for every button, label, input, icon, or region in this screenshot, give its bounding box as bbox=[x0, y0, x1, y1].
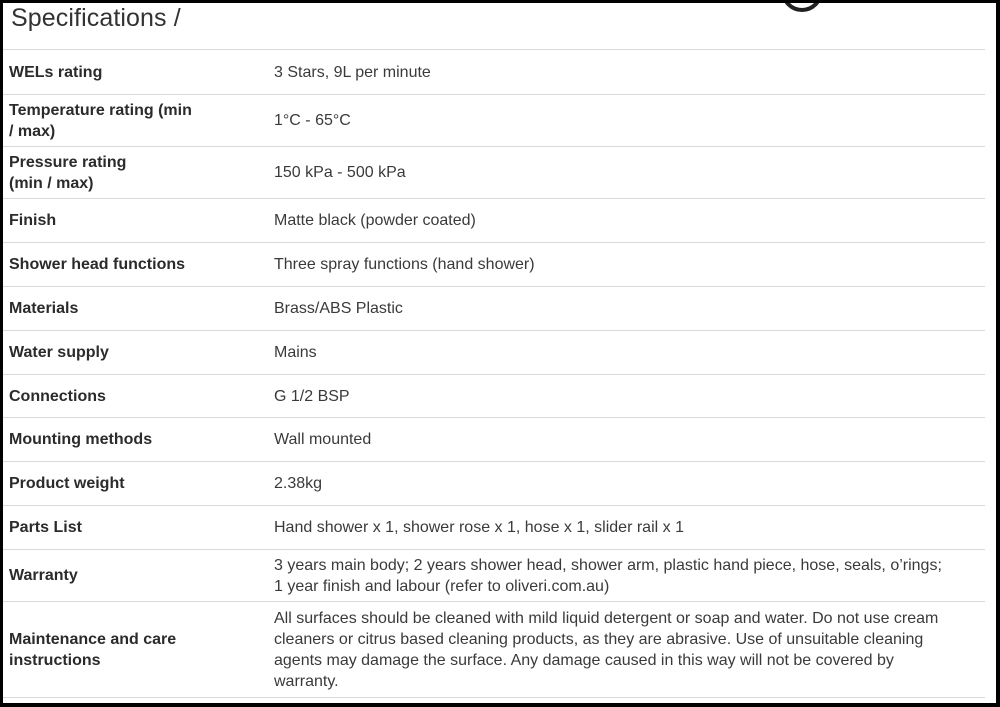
table-row-product-weight bbox=[3, 462, 985, 506]
spec-label: Finish bbox=[9, 212, 57, 229]
spec-label: Connections bbox=[9, 387, 106, 405]
spec-value: Wall mounted bbox=[274, 431, 372, 448]
table-row-temperature-rating bbox=[3, 95, 985, 147]
spec-value: 2.38kg bbox=[274, 475, 323, 492]
table-row-pressure-rating bbox=[3, 147, 985, 199]
spec-value: G 1/2 BSP bbox=[274, 387, 350, 405]
table-row-mounting-methods bbox=[3, 418, 985, 462]
table-row-maintenance bbox=[3, 602, 985, 698]
circle-icon[interactable] bbox=[779, 0, 825, 13]
table-row-warranty bbox=[3, 550, 985, 602]
table-row-wels-rating bbox=[3, 50, 985, 95]
spec-label: Temperature rating (min / max) bbox=[9, 101, 192, 140]
spec-value: Mains bbox=[274, 344, 317, 361]
table-row-materials bbox=[3, 287, 985, 331]
spec-label: Water supply bbox=[9, 344, 109, 361]
spec-label: Warranty bbox=[9, 567, 78, 584]
spec-label: Parts List bbox=[9, 519, 82, 536]
table-row-connections bbox=[3, 375, 985, 418]
page-title: Specifications / bbox=[11, 4, 181, 32]
spec-value: 3 years main body; 2 years shower head, shower arm, plastic hand piece, hose, seals, o’rings; 1 year finish and labour (refer to oliveri.com.au) bbox=[274, 556, 942, 595]
spec-value: 3 Stars, 9L per minute bbox=[274, 63, 431, 81]
spec-value: Brass/ABS Plastic bbox=[274, 300, 403, 317]
spec-value: 1°C - 65°C bbox=[274, 112, 351, 129]
spec-value: Hand shower x 1, shower rose x 1, hose x 1, slider rail x 1 bbox=[274, 519, 684, 536]
spec-value: Matte black (powder coated) bbox=[274, 212, 476, 229]
spec-label: WELs rating bbox=[9, 63, 103, 81]
spec-value: Three spray functions (hand shower) bbox=[274, 256, 535, 273]
spec-label: Pressure rating (min / max) bbox=[9, 153, 127, 192]
spec-value: All surfaces should be cleaned with mild liquid detergent or soap and water. Do not use cream cleaners or citrus based cleaning products, as they are abrasive. Use of unsuitable cleaning agents may damage the surface. Any damage caused in this way will not be covered by warranty. bbox=[274, 609, 939, 690]
spec-table bbox=[3, 49, 985, 698]
table-row-finish bbox=[3, 199, 985, 243]
spec-value: 150 kPa - 500 kPa bbox=[274, 164, 406, 181]
spec-label: Product weight bbox=[9, 475, 125, 492]
spec-label: Materials bbox=[9, 300, 79, 317]
spec-label: Maintenance and care instructions bbox=[9, 630, 177, 669]
spec-label: Mounting methods bbox=[9, 431, 153, 448]
table-row-water-supply bbox=[3, 331, 985, 375]
table-row-shower-head-functions bbox=[3, 243, 985, 287]
spec-label: Shower head functions bbox=[9, 256, 186, 273]
table-row-parts-list bbox=[3, 506, 985, 550]
